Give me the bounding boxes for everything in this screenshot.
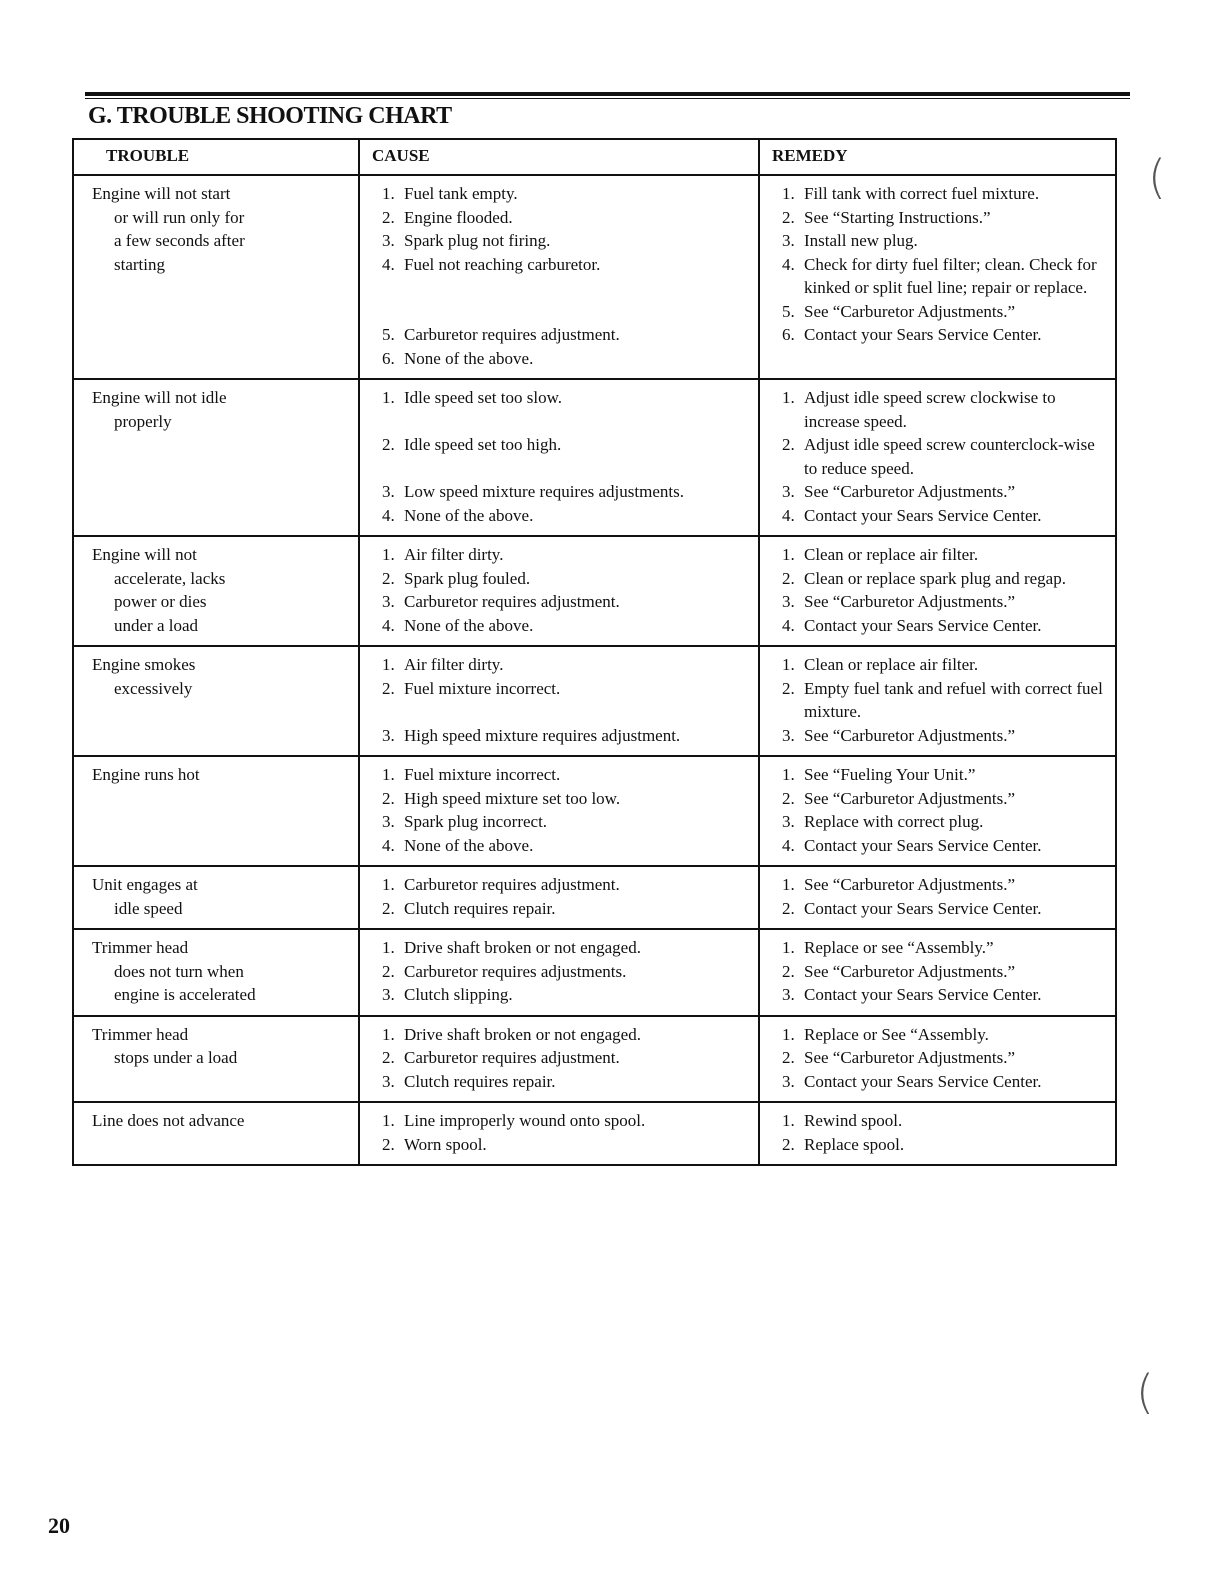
cause-item (382, 763, 750, 787)
remedy-item (782, 614, 1107, 638)
trouble-text: Engine will not start (92, 184, 231, 203)
cause-item (382, 653, 750, 677)
remedy-cell (759, 379, 1116, 536)
item-text: Carburetor requires adjustment. (404, 875, 620, 894)
binder-hole-mark: ( (1136, 1365, 1154, 1419)
column-header-trouble: TROUBLE (73, 139, 359, 175)
trouble-text: Unit engages at (92, 875, 198, 894)
remedy-item (782, 763, 1107, 787)
table-row (73, 175, 1116, 379)
item-text: Contact your Sears Service Center. (804, 835, 1042, 855)
item-number: 3. (382, 592, 395, 611)
remedy-item (782, 504, 1107, 528)
item-text: Replace spool. (804, 1134, 905, 1154)
cause-item (382, 897, 750, 921)
item-number: 1. (782, 388, 795, 407)
item-number: 6. (782, 325, 795, 344)
item-number: 3. (782, 592, 795, 611)
item-number: 4. (382, 615, 395, 635)
cause-item (382, 323, 750, 347)
item-text: None of the above. (404, 505, 534, 525)
item-number: 2. (782, 1048, 795, 1067)
item-number: 1. (382, 655, 395, 674)
remedy-item (782, 1133, 1107, 1157)
item-number: 1. (382, 1024, 395, 1044)
cause-cell (359, 646, 759, 756)
item-text: See “Fueling Your Unit.” (804, 765, 976, 784)
item-number: 4. (382, 835, 395, 855)
item-number: 2. (782, 898, 795, 918)
cause-item (382, 504, 750, 528)
cause-item (382, 960, 750, 984)
cause-cell (359, 866, 759, 929)
item-number: 2. (382, 1134, 395, 1154)
cause-cell (359, 175, 759, 379)
trouble-text: Engine will not idle (92, 388, 227, 407)
item-text: None of the above. (404, 615, 534, 635)
item-number: 2. (382, 898, 395, 918)
remedy-item (782, 300, 1107, 324)
table-row (73, 866, 1116, 929)
item-number: 3. (382, 1071, 395, 1091)
item-text: Clutch requires repair. (404, 898, 556, 918)
item-text: Install new plug. (804, 231, 918, 250)
remedy-cell (759, 1016, 1116, 1103)
trouble-cell (73, 756, 359, 866)
item-text: Air filter dirty. (404, 545, 504, 564)
item-text: Carburetor requires adjustment. (404, 592, 620, 611)
cause-item (382, 1023, 750, 1047)
item-text: Air filter dirty. (404, 655, 504, 674)
table-row (73, 646, 1116, 756)
item-text: High speed mixture requires adjustment. (404, 725, 681, 745)
cause-item (382, 206, 750, 230)
item-number: 2. (382, 568, 395, 588)
remedy-item (782, 386, 1107, 433)
item-number: 2. (782, 435, 795, 454)
item-number: 1. (782, 765, 795, 784)
item-number: 3. (782, 482, 795, 501)
spacer (382, 700, 750, 724)
item-text: Clean or replace spark plug and regap. (804, 568, 1066, 588)
spacer (382, 276, 750, 300)
item-number: 4. (382, 505, 395, 525)
remedy-cell (759, 756, 1116, 866)
cause-item (382, 590, 750, 614)
item-number: 3. (382, 985, 395, 1004)
spacer (382, 410, 750, 434)
remedy-item (782, 253, 1107, 300)
trouble-cell (73, 646, 359, 756)
header-rule (85, 92, 1130, 99)
item-number: 3. (782, 985, 795, 1004)
cause-item (382, 810, 750, 834)
cause-item (382, 433, 750, 457)
table-row (73, 929, 1116, 1016)
trouble-text: properly (114, 411, 172, 431)
item-text: Contact your Sears Service Center. (804, 985, 1042, 1004)
item-number: 5. (782, 301, 795, 321)
remedy-cell (759, 646, 1116, 756)
item-text: Contact your Sears Service Center. (804, 615, 1042, 635)
column-header-cause: CAUSE (359, 139, 759, 175)
item-number: 2. (382, 961, 395, 981)
trouble-text: does not turn when (114, 961, 244, 981)
item-number: 1. (782, 1024, 795, 1044)
item-number: 3. (782, 1071, 795, 1091)
item-text: None of the above. (404, 835, 534, 855)
remedy-item (782, 983, 1107, 1007)
item-number: 2. (782, 961, 795, 981)
cause-item (382, 787, 750, 811)
item-text: Empty fuel tank and refuel with correct fuel mixture. (804, 678, 1103, 721)
item-text: Engine flooded. (404, 207, 513, 227)
table-row (73, 756, 1116, 866)
item-text: Contact your Sears Service Center. (804, 1071, 1042, 1091)
item-number: 3. (782, 812, 795, 831)
trouble-cell (73, 379, 359, 536)
remedy-item (782, 323, 1107, 347)
item-text: Spark plug fouled. (404, 568, 531, 588)
item-text: High speed mixture set too low. (404, 788, 621, 808)
trouble-text: a few seconds after (114, 231, 245, 250)
item-text: See “Carburetor Adjustments.” (804, 961, 1016, 981)
item-number: 4. (382, 254, 395, 274)
item-text: Replace with correct plug. (804, 812, 984, 831)
item-text: Carburetor requires adjustment. (404, 325, 620, 344)
table-row (73, 1016, 1116, 1103)
page-number: 20 (48, 1513, 70, 1538)
item-text: See “Carburetor Adjustments.” (804, 725, 1016, 745)
item-number: 1. (782, 938, 795, 957)
table-header-row (73, 139, 1116, 175)
item-text: Worn spool. (404, 1134, 487, 1154)
item-number: 1. (782, 875, 795, 894)
item-text: Contact your Sears Service Center. (804, 325, 1042, 344)
item-number: 3. (782, 725, 795, 745)
item-number: 2. (782, 678, 795, 698)
item-text: See “Carburetor Adjustments.” (804, 592, 1016, 611)
item-text: Spark plug incorrect. (404, 812, 548, 831)
item-number: 1. (782, 655, 795, 674)
remedy-item (782, 1046, 1107, 1070)
item-text: Contact your Sears Service Center. (804, 898, 1042, 918)
item-text: Drive shaft broken or not engaged. (404, 1024, 641, 1044)
item-text: Check for dirty fuel filter; clean. Check for kinked or split fuel line; repair or replace. (804, 254, 1097, 297)
cause-item (382, 567, 750, 591)
cause-item (382, 1133, 750, 1157)
cause-item (382, 834, 750, 858)
remedy-item (782, 229, 1107, 253)
item-text: Adjust idle speed screw counterclock-wise to reduce speed. (804, 435, 1095, 478)
cause-item (382, 253, 750, 277)
item-text: Fuel tank empty. (404, 184, 518, 203)
item-text: Spark plug not firing. (404, 231, 551, 250)
remedy-item (782, 936, 1107, 960)
table-row (73, 536, 1116, 646)
cause-item (382, 1109, 750, 1133)
spacer (382, 457, 750, 481)
item-text: See “Carburetor Adjustments.” (804, 788, 1016, 808)
trouble-cell (73, 536, 359, 646)
remedy-item (782, 834, 1107, 858)
cause-item (382, 347, 750, 371)
item-number: 2. (382, 788, 395, 808)
cause-cell (359, 536, 759, 646)
cause-item (382, 229, 750, 253)
item-number: 1. (782, 545, 795, 564)
trouble-text: power or dies (114, 592, 207, 611)
item-number: 2. (782, 788, 795, 808)
trouble-text: accelerate, lacks (114, 568, 226, 588)
item-number: 2. (382, 678, 395, 698)
item-text: Fuel mixture incorrect. (404, 765, 561, 784)
item-number: 1. (382, 765, 395, 784)
item-text: Fuel mixture incorrect. (404, 678, 561, 698)
item-number: 5. (382, 325, 395, 344)
remedy-cell (759, 1102, 1116, 1165)
item-number: 3. (382, 725, 395, 745)
item-text: Clutch slipping. (404, 985, 513, 1004)
trouble-text: engine is accelerated (114, 985, 256, 1004)
cause-cell (359, 1016, 759, 1103)
remedy-item (782, 590, 1107, 614)
remedy-item (782, 206, 1107, 230)
item-text: Rewind spool. (804, 1111, 903, 1130)
trouble-text: stops under a load (114, 1048, 238, 1067)
cause-item (382, 386, 750, 410)
trouble-cell (73, 929, 359, 1016)
cause-cell (359, 756, 759, 866)
remedy-item (782, 724, 1107, 748)
remedy-cell (759, 929, 1116, 1016)
trouble-text: idle speed (114, 898, 183, 918)
table-row (73, 379, 1116, 536)
table-body (73, 175, 1116, 1165)
item-text: Replace or See “Assembly. (804, 1024, 989, 1044)
trouble-text: under a load (114, 615, 199, 635)
column-header-remedy: REMEDY (759, 139, 1116, 175)
item-text: Low speed mixture requires adjustments. (404, 482, 684, 501)
trouble-text: Line does not advance (92, 1111, 245, 1130)
item-text: Drive shaft broken or not engaged. (404, 938, 641, 957)
item-number: 4. (782, 505, 795, 525)
item-number: 1. (782, 1111, 795, 1130)
item-text: Clean or replace air filter. (804, 545, 979, 564)
remedy-item (782, 182, 1107, 206)
item-text: Carburetor requires adjustments. (404, 961, 627, 981)
item-number: 1. (382, 875, 395, 894)
item-text: Fill tank with correct fuel mixture. (804, 184, 1040, 203)
item-number: 4. (782, 615, 795, 635)
remedy-item (782, 873, 1107, 897)
remedy-item (782, 677, 1107, 724)
trouble-text: Engine runs hot (92, 765, 200, 784)
item-text: Clean or replace air filter. (804, 655, 979, 674)
cause-item (382, 480, 750, 504)
remedy-item (782, 787, 1107, 811)
item-number: 3. (382, 482, 395, 501)
cause-item (382, 182, 750, 206)
item-text: Contact your Sears Service Center. (804, 505, 1042, 525)
cause-cell (359, 929, 759, 1016)
item-number: 1. (382, 388, 395, 407)
cause-item (382, 873, 750, 897)
cause-item (382, 614, 750, 638)
item-text: Line improperly wound onto spool. (404, 1111, 646, 1130)
trouble-text: Trimmer head (92, 938, 189, 957)
item-number: 3. (382, 812, 395, 831)
cause-item (382, 1070, 750, 1094)
item-number: 1. (382, 184, 395, 203)
item-number: 2. (382, 1048, 395, 1067)
item-text: See “Carburetor Adjustments.” (804, 301, 1016, 321)
cause-item (382, 724, 750, 748)
cause-item (382, 543, 750, 567)
item-text: None of the above. (404, 348, 534, 368)
item-text: See “Carburetor Adjustments.” (804, 482, 1016, 501)
item-number: 2. (782, 568, 795, 588)
item-text: Clutch requires repair. (404, 1071, 556, 1091)
cause-cell (359, 1102, 759, 1165)
item-text: Fuel not reaching carburetor. (404, 254, 601, 274)
cause-item (382, 983, 750, 1007)
item-number: 3. (782, 231, 795, 250)
item-number: 6. (382, 348, 395, 368)
item-number: 2. (382, 435, 395, 454)
remedy-item (782, 543, 1107, 567)
trouble-text: starting (114, 254, 165, 274)
remedy-item (782, 897, 1107, 921)
item-number: 2. (782, 1134, 795, 1154)
remedy-item (782, 810, 1107, 834)
trouble-text: Engine smokes (92, 655, 196, 674)
remedy-cell (759, 536, 1116, 646)
remedy-item (782, 1070, 1107, 1094)
item-text: See “Carburetor Adjustments.” (804, 1048, 1016, 1067)
trouble-text: excessively (114, 678, 193, 698)
remedy-item (782, 567, 1107, 591)
item-number: 1. (382, 1111, 395, 1130)
remedy-item (782, 960, 1107, 984)
cause-item (382, 1046, 750, 1070)
item-text: Adjust idle speed screw clockwise to increase speed. (804, 388, 1056, 431)
trouble-text: Trimmer head (92, 1024, 189, 1044)
remedy-item (782, 653, 1107, 677)
trouble-text: or will run only for (114, 207, 245, 227)
section-title: G. TROUBLE SHOOTING CHART (88, 103, 452, 129)
trouble-text: Engine will not (92, 545, 197, 564)
remedy-item (782, 433, 1107, 480)
item-number: 4. (782, 254, 795, 274)
cause-item (382, 677, 750, 701)
cause-item (382, 936, 750, 960)
trouble-shooting-table (72, 138, 1117, 1166)
trouble-cell (73, 1102, 359, 1165)
item-text: See “Starting Instructions.” (804, 207, 991, 227)
item-number: 1. (382, 938, 395, 957)
item-text: Replace or see “Assembly.” (804, 938, 994, 957)
remedy-item (782, 480, 1107, 504)
spacer (382, 300, 750, 324)
item-text: Idle speed set too slow. (404, 388, 563, 407)
binder-hole-mark: ( (1148, 150, 1166, 204)
remedy-item (782, 1023, 1107, 1047)
trouble-cell (73, 866, 359, 929)
item-number: 1. (782, 184, 795, 203)
cause-cell (359, 379, 759, 536)
item-number: 4. (782, 835, 795, 855)
trouble-cell (73, 1016, 359, 1103)
trouble-cell (73, 175, 359, 379)
remedy-cell (759, 175, 1116, 379)
item-text: See “Carburetor Adjustments.” (804, 875, 1016, 894)
item-number: 1. (382, 545, 395, 564)
table-row (73, 1102, 1116, 1165)
item-number: 3. (382, 231, 395, 250)
item-number: 2. (382, 207, 395, 227)
remedy-cell (759, 866, 1116, 929)
item-text: Idle speed set too high. (404, 435, 562, 454)
remedy-item (782, 1109, 1107, 1133)
item-number: 2. (782, 207, 795, 227)
item-text: Carburetor requires adjustment. (404, 1048, 620, 1067)
